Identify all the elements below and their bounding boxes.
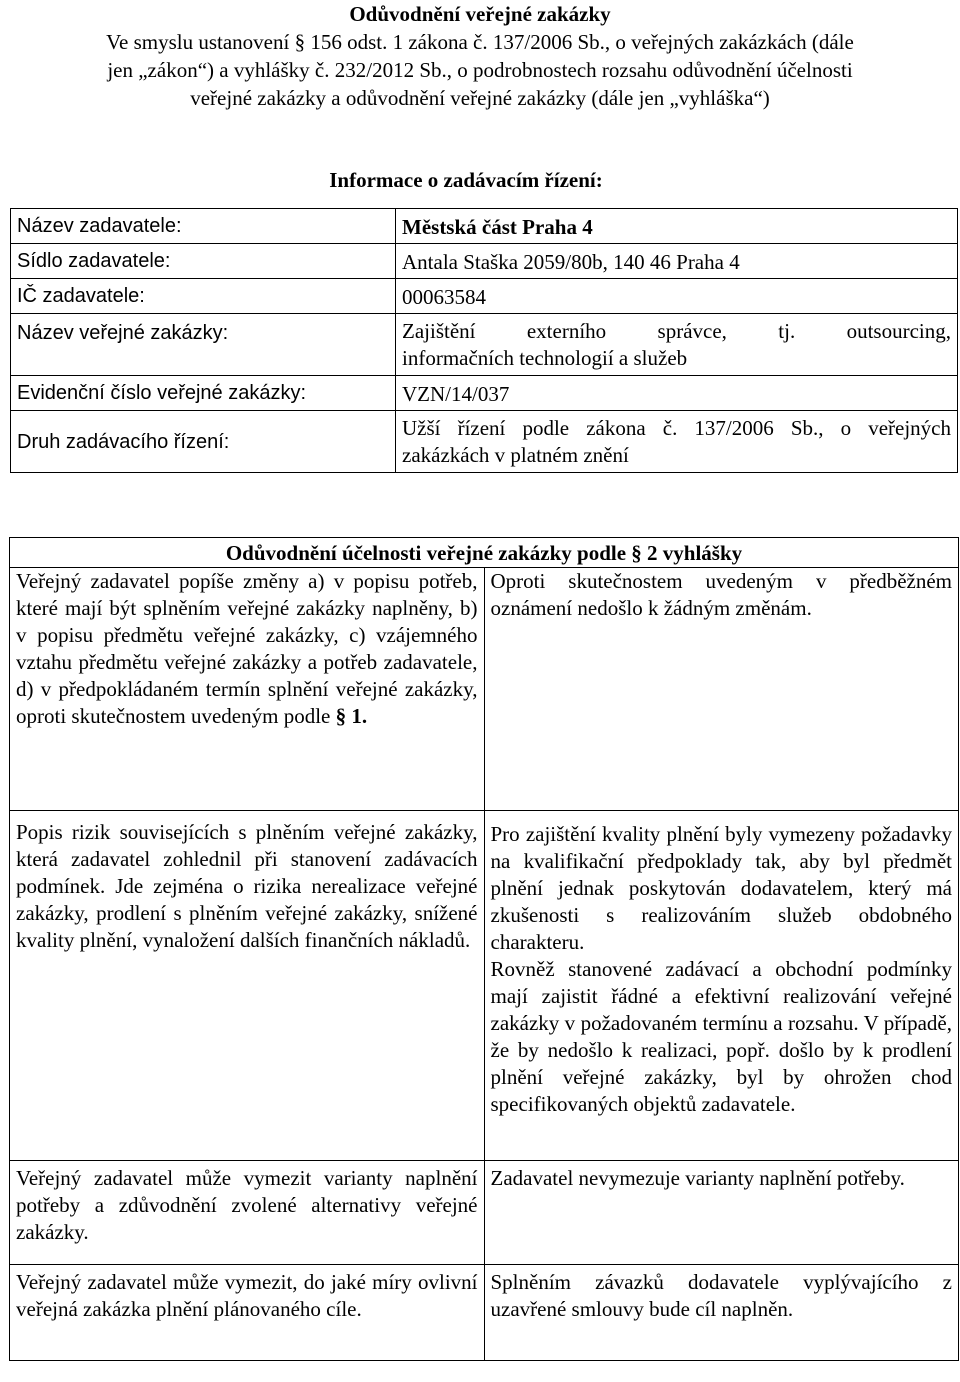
justification-row — [10, 1265, 959, 1361]
justification-right-cell — [484, 811, 959, 1161]
justification-header-row — [10, 538, 959, 568]
paragraph-reference: § 1. — [335, 704, 368, 728]
info-value — [396, 314, 958, 376]
info-label: Název veřejné zakázky: — [11, 314, 396, 376]
justification-right-cell: Oproti skutečnostem uvedeným v předběžném oznámení nedošlo k žádným změnám. — [484, 568, 959, 811]
info-value: 00063584 — [396, 279, 958, 314]
info-value: Městská část Praha 4 — [396, 209, 958, 244]
justification-right-paragraph-2: Rovněž stanovené zadávací a obchodní podmínky mají zajistit řádné a efektivní realizování veřejné zakázky v požadovaném termínu a rozsahu. V případě, že by nedošlo k realizaci, popř. došlo by k prodlení plnění veřejné zakázky, byl by ohrožen chod specifikovaných objektů zadavatele. — [490, 957, 952, 1116]
header-line-2: jen „zákon“) a vyhlášky č. 232/2012 Sb., o podrobnostech rozsahu odůvodnění účelnosti — [107, 58, 853, 82]
justification-left-cell: Popis rizik souvisejících s plněním veřejné zakázky, která zadavatel zohlednil při stanovení zadávacích podmínek. Jde zejména o rizika nerealizace veřejné zakázky, prodlení s plněním veřejné zakázky, snížené kvality plnění, vynaložení dalších finančních nákladů. — [10, 811, 485, 1161]
info-label: Sídlo zadavatele: — [11, 244, 396, 279]
justification-title: Odůvodnění účelnosti veřejné zakázky podle § 2 vyhlášky — [10, 538, 959, 568]
justification-right-paragraph-1: Pro zajištění kvality plnění byly vymezeny požadavky na kvalifikační předpoklady tak, aby byl předmět plnění jednak poskytován dodavatelem, který má zkušenosti s realizováním služeb obdobného charakteru. — [490, 822, 952, 954]
justification-left-text: Veřejný zadavatel popíše změny a) v popisu potřeb, které mají být splněním veřejné zakázky naplněny, b) v popisu předmětu veřejné zakázky, c) vzájemného vztahu předmětu veřejné zakázky a potřeb zadavatele, d) v předpokládaném termín splnění veřejné zakázky, oproti skutečnostem uvedeným podle — [16, 569, 478, 728]
info-row — [11, 411, 958, 473]
info-table — [10, 208, 958, 473]
info-row — [11, 279, 958, 314]
justification-right-cell: Zadavatel nevymezuje varianty naplnění potřeby. — [484, 1161, 959, 1265]
justification-row — [10, 811, 959, 1161]
info-label: Evidenční číslo veřejné zakázky: — [11, 376, 396, 411]
info-value-line-2: informačních technologií a služeb — [402, 346, 688, 370]
info-label: Název zadavatele: — [11, 209, 396, 244]
info-value: Antala Staška 2059/80b, 140 46 Praha 4 — [396, 244, 958, 279]
info-section-title: Informace o zadávacím řízení: — [329, 168, 603, 192]
document-title: Odůvodnění veřejné zakázky — [349, 2, 611, 26]
info-label: Druh zadávacího řízení: — [11, 411, 396, 473]
info-value: VZN/14/037 — [396, 376, 958, 411]
info-row — [11, 209, 958, 244]
info-row — [11, 376, 958, 411]
justification-left-cell: Veřejný zadavatel může vymezit varianty naplnění potřeby a zdůvodnění zvolené alternativy veřejné zakázky. — [10, 1161, 485, 1265]
justification-left-cell: Veřejný zadavatel může vymezit, do jaké míry ovlivní veřejná zakázka plnění plánovaného cíle. — [10, 1265, 485, 1361]
info-value — [396, 411, 958, 473]
info-row — [11, 314, 958, 376]
info-row — [11, 244, 958, 279]
info-value-line-1: Užší řízení podle zákona č. 137/2006 Sb., o veřejných — [402, 416, 951, 440]
justification-row — [10, 568, 959, 811]
info-value-line-2: zakázkách v platném znění — [402, 443, 629, 467]
header-line-1: Ve smyslu ustanovení § 156 odst. 1 zákona č. 137/2006 Sb., o veřejných zakázkách (dále — [106, 30, 854, 54]
document-header — [0, 0, 960, 112]
justification-table — [9, 537, 959, 1361]
justification-right-cell: Splněním závazků dodavatele vyplývajícího z uzavřené smlouvy bude cíl naplněn. — [484, 1265, 959, 1361]
info-value-line-1: Zajištění externího správce, tj. outsourcing, — [402, 319, 951, 343]
justification-left-cell — [10, 568, 485, 811]
header-line-3: veřejné zakázky a odůvodnění veřejné zakázky (dále jen „vyhláška“) — [190, 86, 770, 110]
justification-row — [10, 1161, 959, 1265]
info-label: IČ zadavatele: — [11, 279, 396, 314]
